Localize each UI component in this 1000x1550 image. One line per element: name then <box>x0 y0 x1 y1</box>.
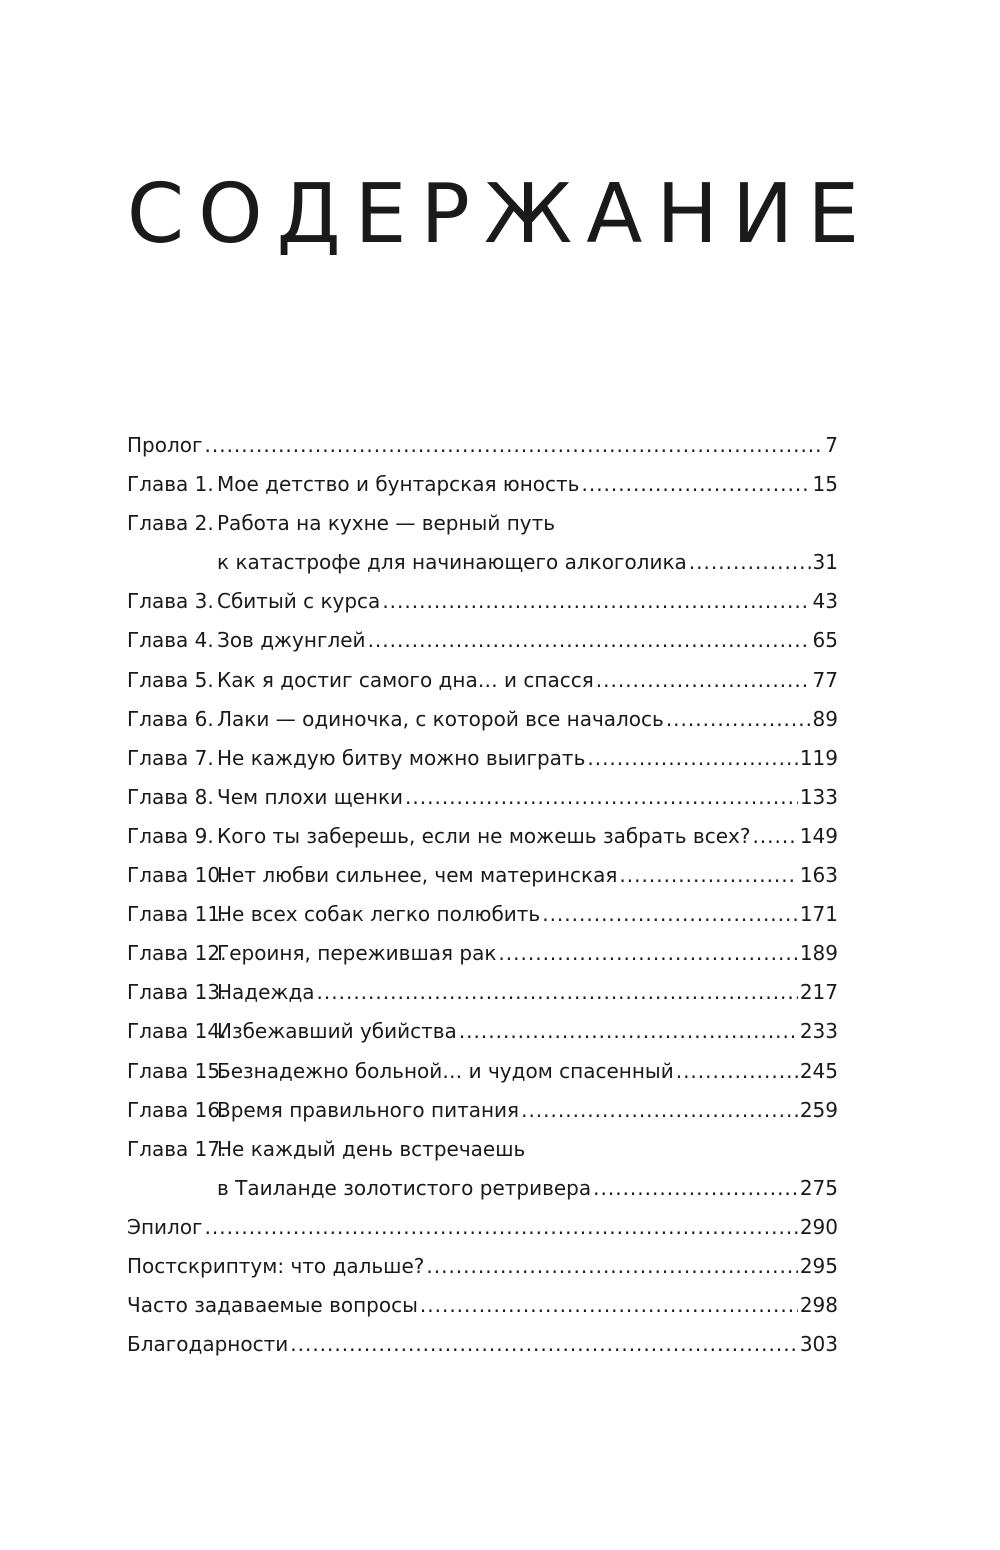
toc-entry-title: Зов джунглей <box>217 628 366 653</box>
toc-entry-title-continued: в Таиланде золотистого ретривера <box>217 1175 592 1200</box>
dot-leader <box>317 973 798 1012</box>
dot-leader <box>542 895 798 934</box>
table-of-contents <box>127 426 838 1364</box>
dot-leader <box>405 778 798 817</box>
toc-entry-prologue[interactable] <box>127 426 838 465</box>
toc-entry-chapter-11[interactable] <box>127 895 838 934</box>
page-title: СОДЕРЖАНИЕ <box>126 167 874 262</box>
toc-entry-chapter-2-line2[interactable] <box>127 543 838 582</box>
toc-entry-chapter-8[interactable] <box>127 778 838 817</box>
toc-entry-title: Избежавший убийства <box>217 1019 457 1044</box>
toc-entry-title: Как я достиг самого дна… и спасся <box>217 667 594 692</box>
toc-chapter-label: Глава 13. <box>127 980 227 1005</box>
dot-leader <box>498 934 797 973</box>
dot-leader <box>521 1091 798 1130</box>
dot-leader <box>290 1325 798 1364</box>
toc-page-number: 119 <box>799 745 838 770</box>
toc-entry-chapter-10[interactable] <box>127 856 838 895</box>
toc-page-number: 163 <box>799 863 838 888</box>
dot-leader <box>619 856 797 895</box>
dot-leader <box>426 1247 797 1286</box>
toc-page-number: 65 <box>812 628 838 653</box>
toc-entry-chapter-17-line1[interactable] <box>127 1130 838 1169</box>
toc-entry-title: Лаки — одиночка, с которой все началось <box>217 706 664 731</box>
toc-page-number: 298 <box>799 1293 838 1318</box>
toc-entry-title-continued: к катастрофе для начинающего алкоголика <box>217 550 687 575</box>
toc-chapter-label: Глава 1. <box>127 472 214 497</box>
toc-entry-title: Не всех собак легко полюбить <box>217 902 541 927</box>
toc-chapter-label: Глава 9. <box>127 823 214 848</box>
toc-chapter-label: Глава 5. <box>127 667 214 692</box>
toc-entry-title: Чем плохи щенки <box>217 784 404 809</box>
toc-entry-acknowledgements[interactable] <box>127 1325 838 1364</box>
dot-leader <box>368 621 811 660</box>
toc-page-number: 233 <box>799 1019 838 1044</box>
toc-chapter-label: Глава 3. <box>127 589 214 614</box>
dot-leader <box>593 1169 798 1208</box>
dot-leader <box>752 817 797 856</box>
dot-leader <box>689 543 811 582</box>
toc-chapter-label: Глава 6. <box>127 706 214 731</box>
toc-entry-chapter-9[interactable] <box>127 817 838 856</box>
dot-leader <box>581 465 810 504</box>
toc-chapter-label: Глава 15. <box>127 1058 227 1083</box>
toc-entry-chapter-12[interactable] <box>127 934 838 973</box>
toc-entry-chapter-6[interactable] <box>127 700 838 739</box>
toc-entry-chapter-14[interactable] <box>127 1012 838 1051</box>
toc-entry-title: Часто задаваемые вопросы <box>127 1293 418 1318</box>
dot-leader <box>676 1052 798 1091</box>
toc-entry-chapter-16[interactable] <box>127 1091 838 1130</box>
toc-entry-title: Постскриптум: что дальше? <box>127 1253 425 1278</box>
toc-page-number: 149 <box>799 823 838 848</box>
toc-entry-title: Эпилог <box>127 1214 203 1239</box>
dot-leader <box>596 661 811 700</box>
toc-page-number: 245 <box>799 1058 838 1083</box>
toc-chapter-label: Глава 16. <box>127 1097 227 1122</box>
toc-entry-title: Кого ты заберешь, если не можешь забрать всех? <box>217 823 751 848</box>
toc-chapter-label: Глава 2. <box>127 511 214 536</box>
toc-chapter-label: Глава 17. <box>127 1136 227 1161</box>
toc-page-number: 189 <box>799 941 838 966</box>
toc-entry-title: Не каждый день встречаешь <box>217 1136 526 1161</box>
toc-entry-epilogue[interactable] <box>127 1208 838 1247</box>
toc-entry-chapter-3[interactable] <box>127 582 838 621</box>
toc-page-number: 89 <box>812 706 838 731</box>
toc-page-number: 171 <box>799 902 838 927</box>
toc-entry-postscript[interactable] <box>127 1247 838 1286</box>
toc-chapter-label: Глава 12. <box>127 941 227 966</box>
toc-page-number: 217 <box>799 980 838 1005</box>
toc-page-number: 43 <box>812 589 838 614</box>
dot-leader <box>587 739 797 778</box>
toc-entry-title: Сбитый с курса <box>217 589 381 614</box>
dot-leader <box>205 426 824 465</box>
toc-entry-chapter-7[interactable] <box>127 739 838 778</box>
toc-page-number: 15 <box>812 472 838 497</box>
toc-page-number: 259 <box>799 1097 838 1122</box>
toc-entry-title: Надежда <box>217 980 315 1005</box>
toc-page-number: 295 <box>799 1253 838 1278</box>
toc-chapter-label: Глава 7. <box>127 745 214 770</box>
toc-entry-chapter-1[interactable] <box>127 465 838 504</box>
toc-entry-chapter-4[interactable] <box>127 621 838 660</box>
toc-entry-chapter-17-line2[interactable] <box>127 1169 838 1208</box>
toc-chapter-label: Глава 11. <box>127 902 227 927</box>
dot-leader <box>205 1208 798 1247</box>
toc-entry-title: Героиня, пережившая рак <box>217 941 497 966</box>
toc-entry-title: Работа на кухне — верный путь <box>217 511 556 536</box>
toc-entry-chapter-5[interactable] <box>127 661 838 700</box>
toc-page-number: 275 <box>799 1175 838 1200</box>
toc-page-number: 31 <box>812 550 838 575</box>
toc-page-number: 290 <box>799 1214 838 1239</box>
toc-entry-chapter-15[interactable] <box>127 1052 838 1091</box>
toc-page-number: 7 <box>825 433 838 457</box>
dot-leader <box>459 1012 798 1051</box>
toc-entry-title: Время правильного питания <box>217 1097 520 1122</box>
toc-entry-title: Безнадежно больной… и чудом спасенный <box>217 1058 674 1083</box>
toc-page-number: 77 <box>812 667 838 692</box>
toc-entry-title: Благодарности <box>127 1332 289 1357</box>
toc-entry-chapter-13[interactable] <box>127 973 838 1012</box>
toc-entry-title: Нет любви сильнее, чем материнская <box>217 863 618 888</box>
toc-chapter-label: Глава 14. <box>127 1019 227 1044</box>
dot-leader <box>420 1286 798 1325</box>
dot-leader <box>666 700 811 739</box>
dot-leader <box>382 582 810 621</box>
toc-chapter-label: Глава 8. <box>127 784 214 809</box>
toc-page-number: 303 <box>799 1332 838 1357</box>
toc-entry-title: Не каждую битву можно выиграть <box>217 745 586 770</box>
toc-chapter-label: Глава 10. <box>127 863 227 888</box>
toc-entry-chapter-2-line1[interactable] <box>127 504 838 543</box>
toc-page-number: 133 <box>799 784 838 809</box>
toc-chapter-label: Глава 4. <box>127 628 214 653</box>
toc-entry-title: Пролог <box>127 433 203 457</box>
toc-entry-faq[interactable] <box>127 1286 838 1325</box>
toc-entry-title: Мое детство и бунтарская юность <box>217 472 580 497</box>
